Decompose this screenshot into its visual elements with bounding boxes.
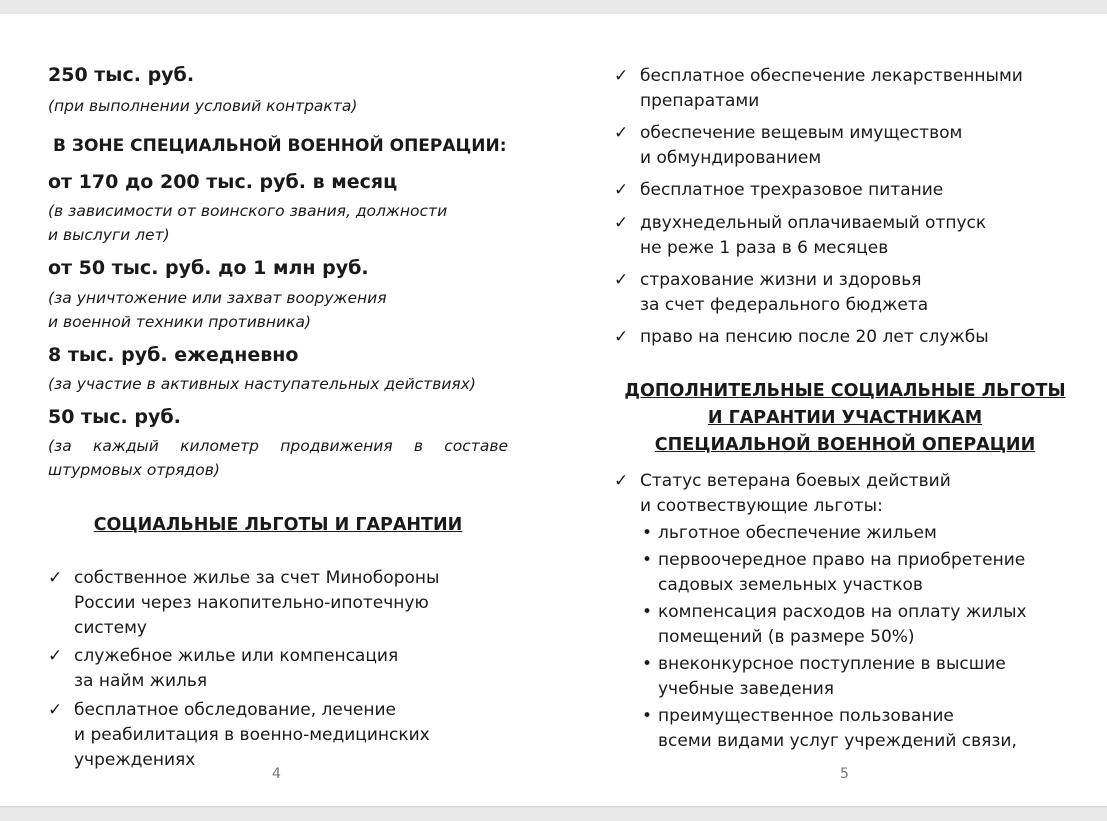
check-icon: ✓ (614, 180, 629, 200)
check-icon: ✓ (614, 270, 629, 290)
payment-amount: 50 тыс. руб. (48, 406, 181, 428)
benefit-item: ✓ страхование жизни и здоровья за счет федерального бюджета (614, 268, 928, 318)
payment-amount: 250 тыс. руб. (48, 64, 195, 86)
sub-benefit-item: • компенсация расходов на оплату жилых помещений (в размере 50%) (642, 600, 1027, 650)
payment-note: (в зависимости от воинского звания, должности и выслуги лет) (48, 202, 448, 244)
bullet-icon: • (642, 550, 653, 570)
benefit-item: ✓ собственное жилье за счет Минобороны России через накопительно-ипотечную систему (48, 566, 439, 641)
benefit-item: ✓ бесплатное обеспечение лекарственными препаратами (614, 64, 1023, 114)
payment-note-continued: штурмовых отрядов) (48, 461, 220, 479)
check-icon: ✓ (48, 568, 63, 588)
veteran-status-item: ✓ Статус ветерана боевых действий и соотвествующие льготы: (614, 469, 951, 519)
check-icon: ✓ (614, 213, 629, 233)
benefit-item: ✓ двухнедельный оплачиваемый отпуск не реже 1 раза в 6 месяцев (614, 211, 986, 261)
check-icon: ✓ (48, 700, 63, 720)
payment-amount: 8 тыс. руб. ежедневно (48, 344, 299, 366)
bullet-icon: • (642, 602, 653, 622)
benefit-item: ✓ право на пенсию после 20 лет службы (614, 325, 989, 350)
sub-benefit-item: • первоочередное право на приобретение садовых земельных участков (642, 548, 1025, 598)
benefit-item: ✓ бесплатное обследование, лечение и реабилитация в военно-медицинских учреждениях (48, 698, 430, 773)
check-icon: ✓ (48, 646, 63, 666)
bullet-icon: • (642, 706, 653, 726)
payment-amount: от 50 тыс. руб. до 1 млн руб. (48, 257, 369, 279)
payment-note: (за уничтожение или захват вооружения и военной техники противника) (48, 289, 387, 331)
payment-note: (при выполнении условий контракта) (48, 97, 358, 115)
page-number: 5 (840, 766, 849, 782)
check-icon: ✓ (614, 123, 629, 143)
payment-note: (за участие в активных наступательных действиях) (48, 375, 476, 393)
sub-benefit-item: • преимущественное пользование всеми видами услуг учреждений связи, (642, 704, 1017, 754)
booklet-spread (0, 14, 1107, 806)
zone-heading: В ЗОНЕ СПЕЦИАЛЬНОЙ ВОЕННОЙ ОПЕРАЦИИ: (53, 136, 507, 156)
sub-benefit-item: • внеконкурсное поступление в высшие учебные заведения (642, 652, 1006, 702)
check-icon: ✓ (614, 66, 629, 86)
section-heading: СОЦИАЛЬНЫЕ ЛЬГОТЫ И ГАРАНТИИ (93, 515, 463, 535)
benefit-item: ✓ обеспечение вещевым имуществом и обмундированием (614, 121, 962, 171)
payment-note: (за каждый километр продвижения в составе (48, 437, 508, 455)
bullet-icon: • (642, 523, 653, 543)
section-heading: ДОПОЛНИТЕЛЬНЫЕ СОЦИАЛЬНЫЕ ЛЬГОТЫ И ГАРАНТИИ УЧАСТНИКАМ СПЕЦИАЛЬНОЙ ВОЕННОЙ ОПЕРАЦИИ (624, 381, 1066, 455)
bullet-icon: • (642, 654, 653, 674)
sub-benefit-item: • льготное обеспечение жильем (642, 521, 937, 546)
check-icon: ✓ (614, 471, 629, 491)
benefit-item: ✓ бесплатное трехразовое питание (614, 178, 943, 203)
benefit-item: ✓ служебное жилье или компенсация за найм жилья (48, 644, 398, 694)
check-icon: ✓ (614, 327, 629, 347)
page-number: 4 (272, 766, 281, 782)
payment-amount: от 170 до 200 тыс. руб. в месяц (48, 171, 398, 193)
